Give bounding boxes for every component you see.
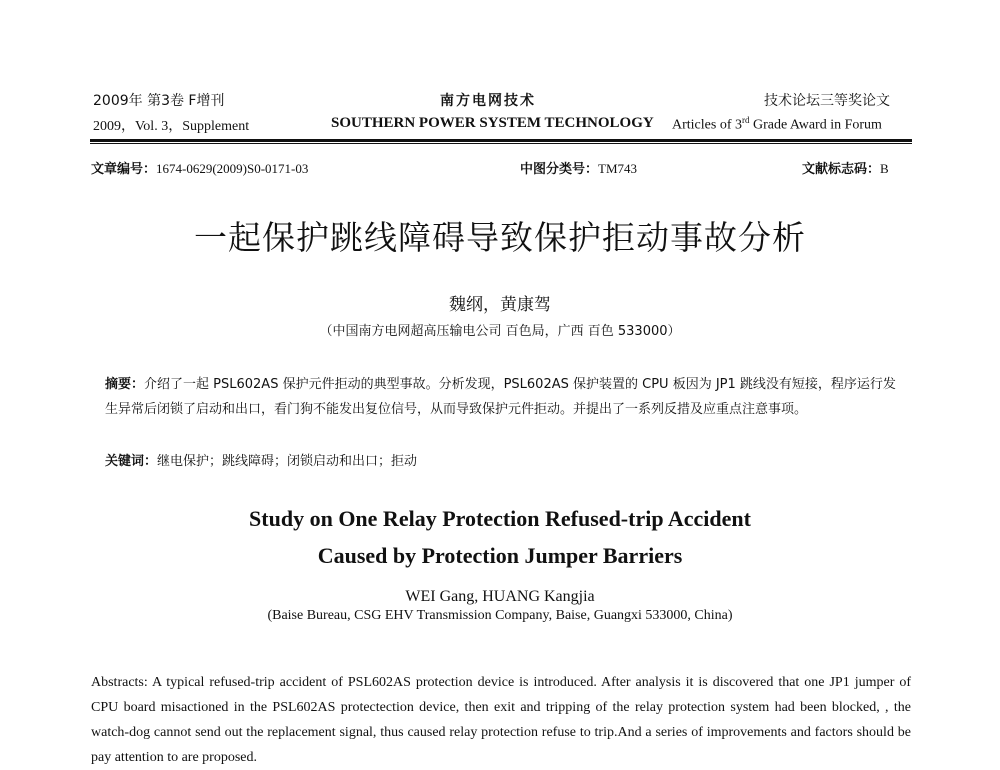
column-label-en-sup: rd <box>741 115 750 125</box>
abstract-en: Abstracts: A typical refused-trip accident of PSL602AS protection device is introduced. After analysis it is discovered that one JP1 jumper of CPU board misactioned in the PSL602AS protectection device, then exit and tripping of the relay protection system had been blocked, , the watch-dog cannot send out the replacement signal, thus caused relay protection refuse to trip.And a series of improvements and factors should be pay attention to are proposed. <box>91 675 911 765</box>
affiliation-cn: （中国南方电网超高压输电公司 百色局，广西 百色 533000） <box>319 324 681 339</box>
authors-cn: 魏纲，黄康驾 <box>449 295 551 315</box>
affiliation-en: (Baise Bureau, CSG EHV Transmission Company, Baise, Guangxi 533000, China) <box>267 608 733 623</box>
keywords-cn <box>105 450 417 469</box>
journal-issue-cn: 2009年 第3卷 F增刊 <box>93 93 225 109</box>
paper-title-en-line2: Caused by Protection Jumper Barriers <box>317 543 683 568</box>
abstract-cn-text: 介绍了一起 PSL602AS 保护元件拒动的典型事故。分析发现，PSL602AS 保护装置的 CPU 板因为 JP1 跳线没有短接，程序运行发生异常后闭锁了启动和出口，看门狗不能发出复位信号，从而导致保护元件拒动。并提出了一系列反措及应重点注意事项。 <box>105 377 896 417</box>
paper-title-en-line1: Study on One Relay Protection Refused-trip Accident <box>249 506 751 531</box>
authors-en: WEI Gang, HUANG Kangjia <box>405 588 595 605</box>
keywords-cn-text: 继电保护；跳线障碍；闭锁启动和出口；拒动 <box>157 454 418 469</box>
clc-value: TM743 <box>598 161 638 176</box>
journal-issue-en: 2009，Vol. 3，Supplement <box>93 119 250 134</box>
document-code <box>802 158 889 177</box>
article-number <box>91 158 308 177</box>
document-code-value: B <box>880 161 889 176</box>
document-code-label: 文献标志码： <box>802 162 881 177</box>
paper-title-cn: 一起保护跳线障碍导致保护拒动事故分析 <box>194 218 806 257</box>
column-label-en <box>672 115 882 134</box>
article-number-label: 文章编号： <box>91 162 157 177</box>
keywords-cn-label: 关键词： <box>105 454 158 469</box>
column-label-en-post: Grade Award in Forum <box>749 117 882 133</box>
header-rule-thin <box>90 143 912 144</box>
abstract-cn-label: 摘要： <box>105 377 145 392</box>
article-number-value: 1674-0629(2009)S0-0171-03 <box>156 161 309 176</box>
journal-name-en: SOUTHERN POWER SYSTEM TECHNOLOGY <box>331 115 654 131</box>
header-rule-thick <box>90 139 912 142</box>
clc-label: 中图分类号： <box>520 162 599 177</box>
abstract-cn <box>105 372 905 422</box>
column-label-cn: 技术论坛三等奖论文 <box>764 93 890 109</box>
journal-name-cn: 南方电网技术 <box>440 93 536 109</box>
clc-number <box>520 158 637 177</box>
column-label-en-pre: Articles of 3 <box>672 117 742 133</box>
